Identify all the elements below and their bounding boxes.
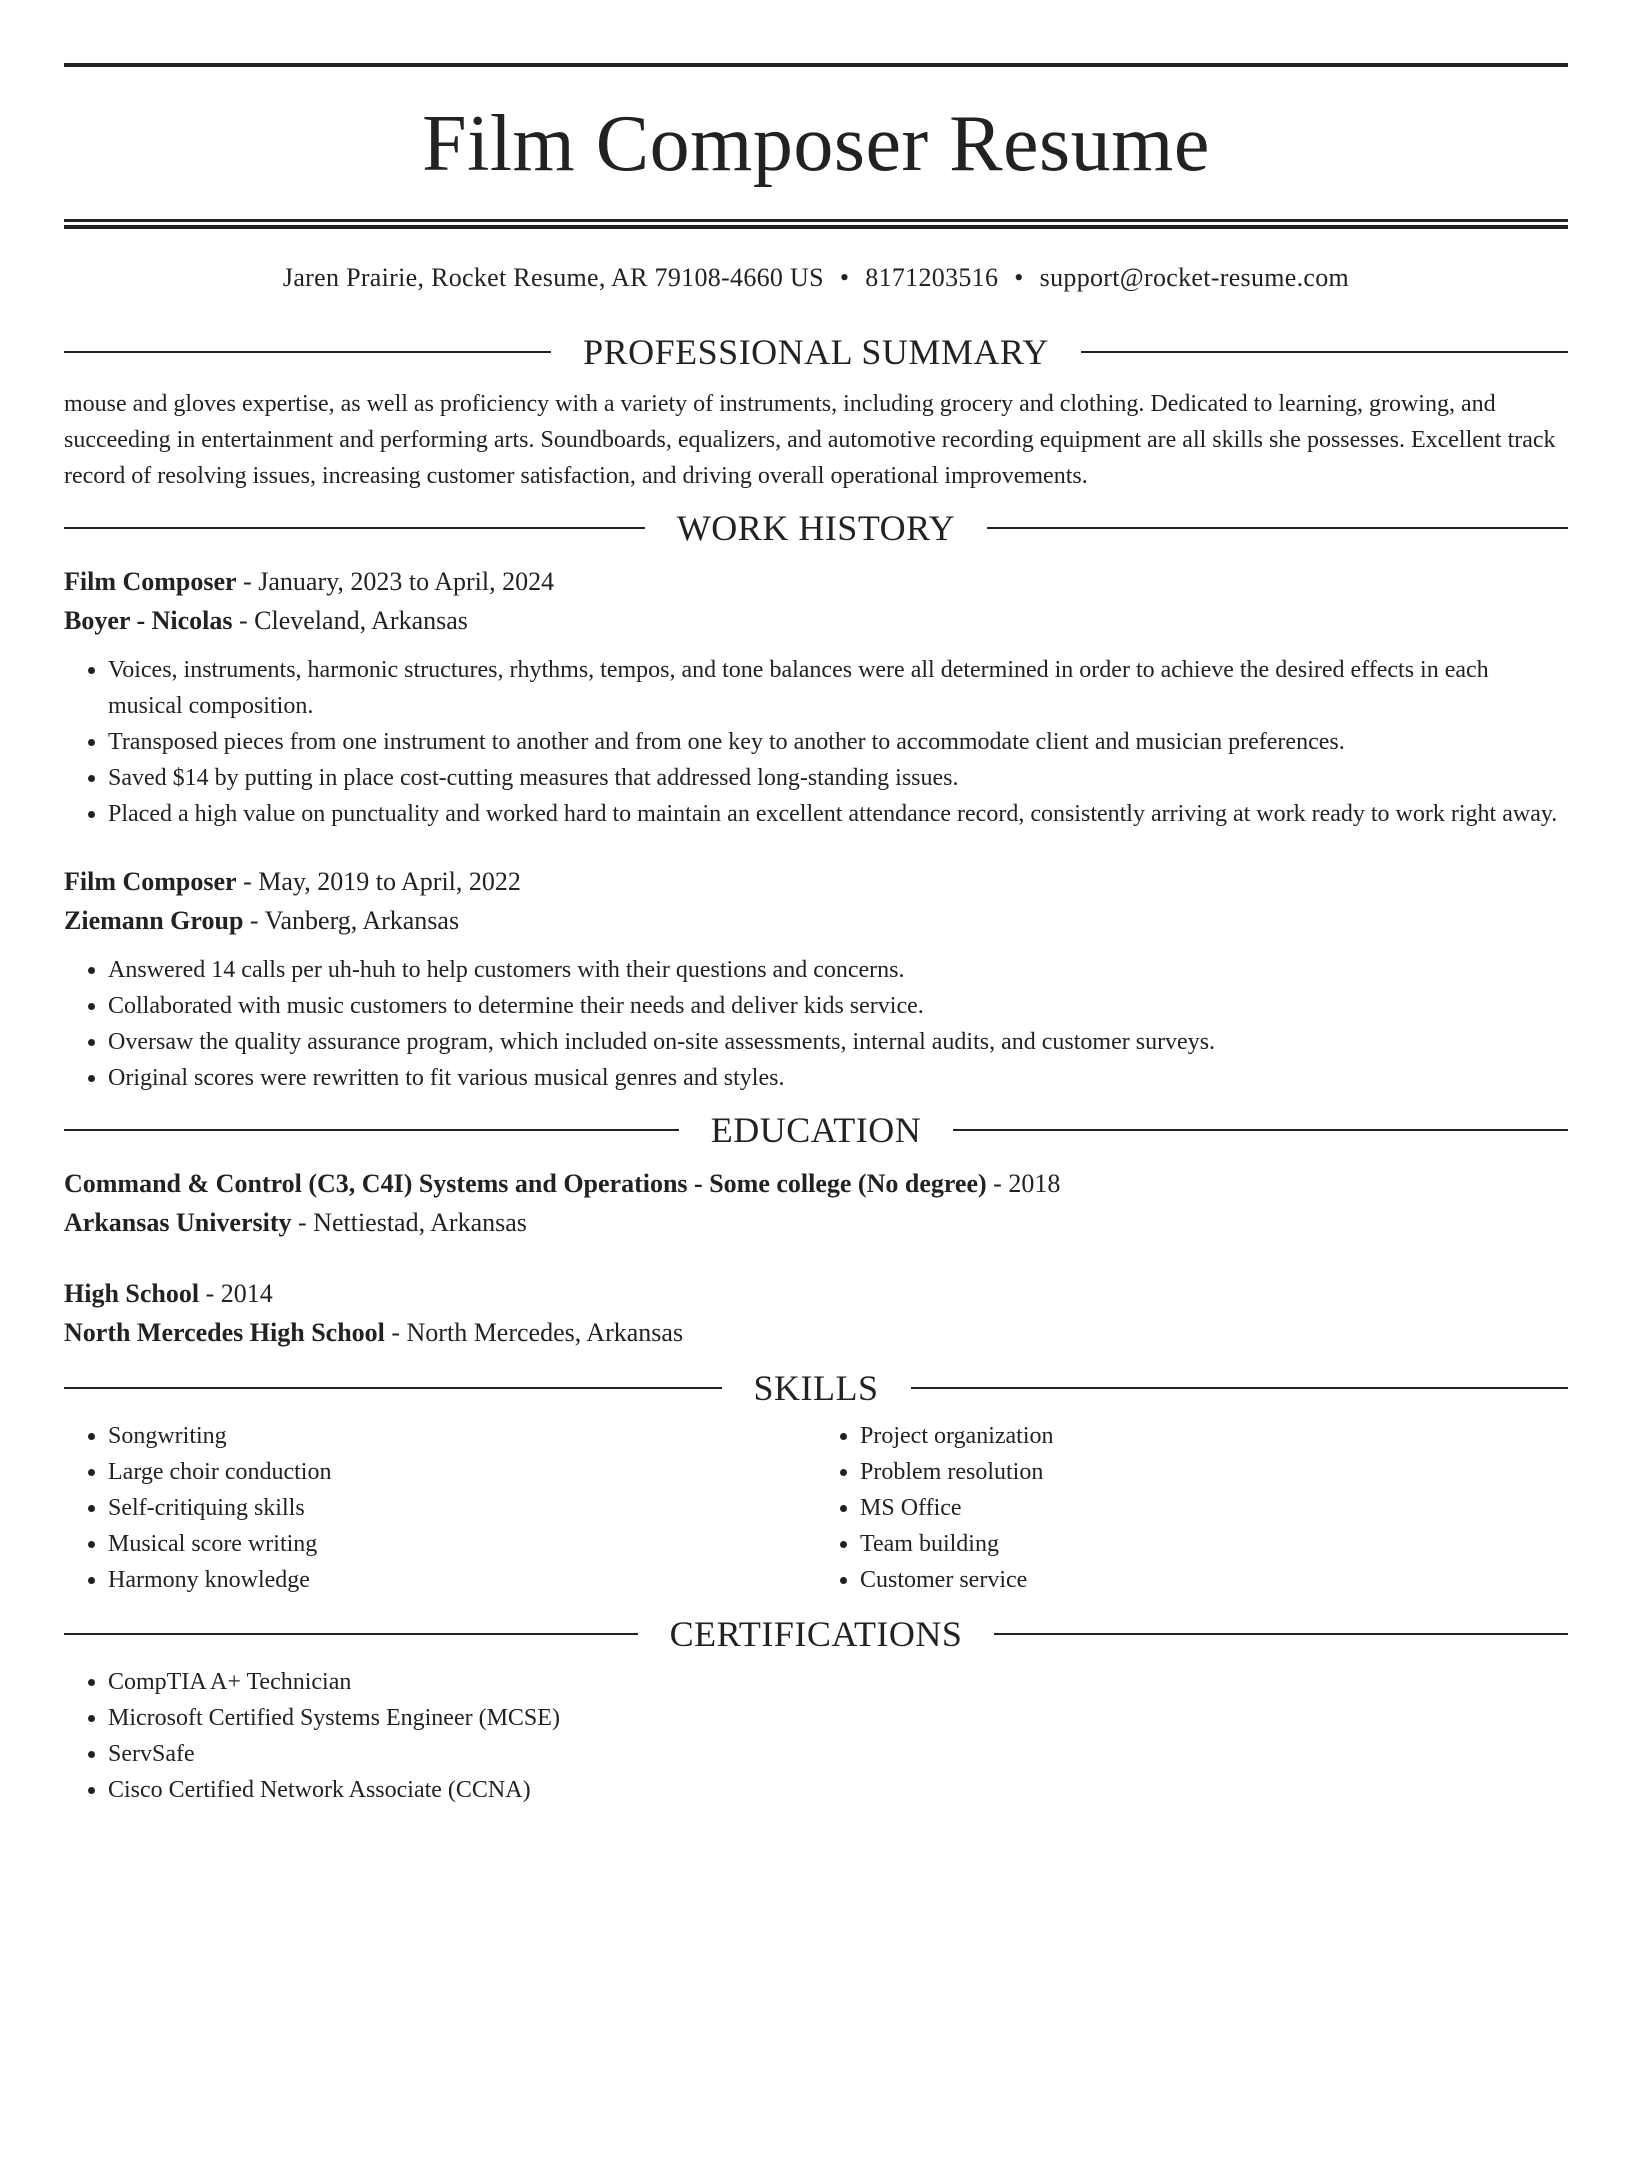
work-heading [64,506,1568,550]
education-heading-label: EDUCATION [710,1110,922,1150]
job-employer: Ziemann Group [64,906,244,935]
job-title-line [64,862,1568,901]
heading-rule-right [1081,351,1568,353]
skill-item: • Self-critiquing skills [108,1490,816,1526]
education-entry [64,1164,1568,1242]
skills-grid [64,1418,1568,1598]
list-item: • Voices, instruments, harmonic structures, rhythms, tempos, and tone balances were all determined in order to achieve the desired effects in each musical composition. [108,652,1568,724]
skill-item: • Project organization [860,1418,1568,1454]
education-school: Arkansas University [64,1208,292,1237]
education-degree-line [64,1274,1568,1313]
heading-rule-left [64,1129,679,1131]
job-title: Film Composer [64,867,237,896]
job-entry [64,862,1568,1096]
summary-heading [64,330,1568,374]
contact-email: support@rocket-resume.com [1039,263,1350,292]
certifications-list [64,1664,1568,1808]
resume-title: Film Composer Resume [422,100,1210,188]
education-degree: Command & Control (C3, C4I) Systems and Operations - Some college (No degree) [64,1169,987,1198]
heading-rule-right [987,527,1568,529]
education-location: - Nettiestad, Arkansas [291,1208,527,1237]
contact-line [64,260,1568,296]
job-dates: - May, 2019 to April, 2022 [236,867,521,896]
skill-item: • Customer service [860,1562,1568,1598]
job-bullets [64,652,1568,832]
top-rule [64,63,1568,67]
education-school-line [64,1313,1568,1352]
education-entry [64,1274,1568,1352]
skills-heading-label: SKILLS [753,1368,879,1408]
education-school-line [64,1203,1568,1242]
certification-item: • Microsoft Certified Systems Engineer (MCSE) [108,1700,1568,1736]
list-item: • Transposed pieces from one instrument to another and from one key to another to accommodate client and musician preferences. [108,724,1568,760]
heading-rule-left [64,1633,638,1635]
education-year: - 2018 [986,1169,1061,1198]
title-double-rule [64,219,1568,229]
job-bullets [64,952,1568,1096]
resume-page [0,63,1632,2175]
job-location: - Vanberg, Arkansas [243,906,460,935]
list-item: • Collaborated with music customers to determine their needs and deliver kids service. [108,988,1568,1024]
list-item: • Answered 14 calls per uh-huh to help customers with their questions and concerns. [108,952,1568,988]
certification-item: • CompTIA A+ Technician [108,1664,1568,1700]
certifications-heading [64,1612,1568,1656]
education-year: - 2014 [199,1279,273,1308]
heading-rule-left [64,1387,722,1389]
list-item: • Original scores were rewritten to fit various musical genres and styles. [108,1060,1568,1096]
education-degree-line [64,1164,1568,1203]
skill-item: • Large choir conduction [108,1454,816,1490]
heading-rule-right [994,1633,1568,1635]
skills-right-column [816,1418,1568,1598]
summary-text: mouse and gloves expertise, as well as proficiency with a variety of instruments, including grocery and clothing. Dedicated to learning, growing, and succeeding in entertainment and performing arts. Soundboards, equalizers, and automotive recording equipment are all skills she possesses. Excellent track record of resolving issues, increasing customer satisfaction, and driving overall operational improvements. [64,391,1556,489]
job-title: Film Composer [64,567,237,596]
job-entry [64,562,1568,832]
education-school: North Mercedes High School [64,1318,385,1347]
job-title-line [64,562,1568,601]
skills-heading [64,1366,1568,1410]
certifications-heading-label: CERTIFICATIONS [669,1614,963,1654]
skill-item: • Musical score writing [108,1526,816,1562]
heading-rule-left [64,351,551,353]
work-heading-label: WORK HISTORY [676,508,956,548]
contact-separator: • [1014,263,1024,292]
skills-left-column [64,1418,816,1598]
education-location: - North Mercedes, Arkansas [384,1318,684,1347]
job-employer: Boyer - Nicolas [64,606,233,635]
contact-address: Jaren Prairie, Rocket Resume, AR 79108-4660 US [282,263,824,292]
summary-heading-label: PROFESSIONAL SUMMARY [583,332,1049,372]
skill-item: • Songwriting [108,1418,816,1454]
list-item: • Saved $14 by putting in place cost-cutting measures that addressed long-standing issues. [108,760,1568,796]
skill-item: • MS Office [860,1490,1568,1526]
job-dates: - January, 2023 to April, 2024 [236,567,555,596]
skill-item: • Harmony knowledge [108,1562,816,1598]
certification-item: • Cisco Certified Network Associate (CCNA) [108,1772,1568,1808]
contact-separator: • [839,263,850,292]
skill-item: • Team building [860,1526,1568,1562]
heading-rule-right [953,1129,1568,1131]
certification-item: • ServSafe [108,1736,1568,1772]
education-degree: High School [64,1279,200,1308]
heading-rule-left [64,527,645,529]
job-location: - Cleveland, Arkansas [232,606,468,635]
list-item: • Oversaw the quality assurance program, which included on-site assessments, internal audits, and customer surveys. [108,1024,1568,1060]
job-employer-line [64,901,1568,940]
education-heading [64,1108,1568,1152]
list-item: • Placed a high value on punctuality and worked hard to maintain an excellent attendance record, consistently arriving at work ready to work right away. [108,796,1568,832]
job-employer-line [64,601,1568,640]
skill-item: • Problem resolution [860,1454,1568,1490]
contact-phone: 8171203516 [865,263,999,292]
heading-rule-right [911,1387,1569,1389]
